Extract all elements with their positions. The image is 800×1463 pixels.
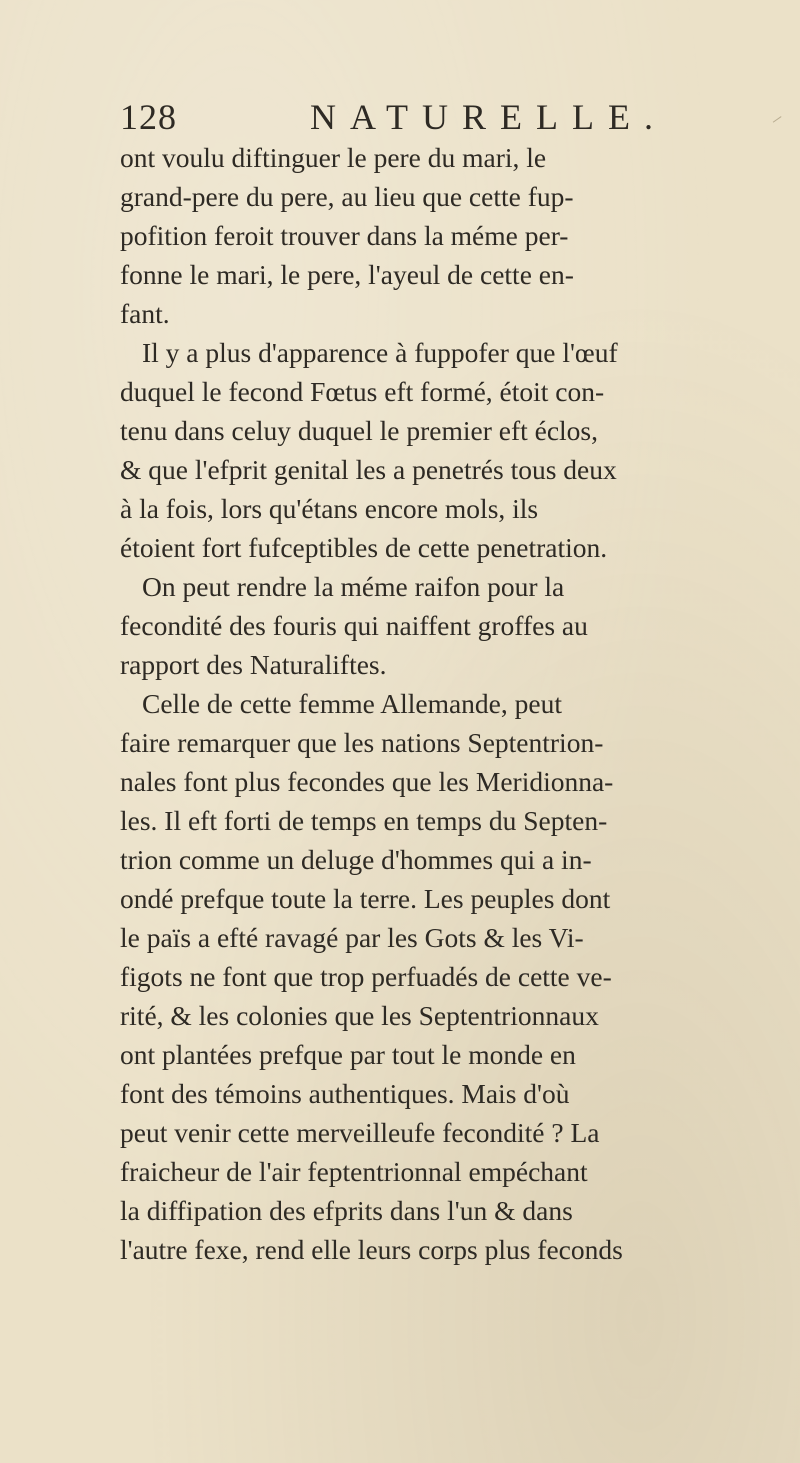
text-line: rapport des Naturaliftes. (120, 649, 387, 680)
paragraph-start-line: On peut rendre la méme raifon pour la (142, 571, 565, 602)
text-line: fant. (120, 298, 170, 329)
text-line: tenu dans celuy duquel le premier eft éclos, (120, 415, 599, 446)
text-line: ondé prefque toute la terre. Les peuples dont (120, 883, 611, 914)
text-line: étoient fort fufceptibles de cette penetration. (120, 532, 608, 563)
text-line: fraicheur de l'air feptentrionnal empéchant (120, 1156, 588, 1187)
text-line: ont voulu diftinguer le pere du mari, le (120, 142, 547, 173)
text-line: le païs a efté ravagé par les Gots & les Vi- (120, 922, 584, 953)
running-title: NATURELLE. (310, 97, 667, 137)
paragraph-start-line: Celle de cette femme Allemande, peut (142, 688, 562, 719)
text-line: fecondité des fouris qui naiffent groffes au (120, 610, 588, 641)
text-line: grand-pere du pere, au lieu que cette fup- (120, 181, 574, 212)
text-line: fonne le mari, le pere, l'ayeul de cette en- (120, 259, 574, 290)
text-line: peut venir cette merveilleufe fecondité ? La (120, 1117, 600, 1148)
text-line: rité, & les colonies que les Septentrionnaux (120, 1000, 599, 1031)
text-line: les. Il eft forti de temps en temps du Septen- (120, 805, 608, 836)
text-line: l'autre fexe, rend elle leurs corps plus feconds (120, 1234, 623, 1265)
text-line: trion comme un deluge d'hommes qui a in- (120, 844, 592, 875)
running-head (120, 96, 710, 146)
margin-mark (773, 116, 788, 131)
text-line: & que l'efprit genital les a penetrés tous deux (120, 454, 617, 485)
text-line: pofition feroit trouver dans la méme per- (120, 220, 569, 251)
text-line: font des témoins authentiques. Mais d'où (120, 1078, 570, 1109)
paragraph-start-line: Il y a plus d'apparence à fuppofer que l'œuf (142, 337, 618, 368)
page-number: 128 (120, 97, 177, 137)
text-line: figots ne font que trop perfuadés de cette ve- (120, 961, 612, 992)
text-line: la diffipation des efprits dans l'un & dans (120, 1195, 573, 1226)
text-line: faire remarquer que les nations Septentrion- (120, 727, 604, 758)
text-line: ont plantées prefque par tout le monde en (120, 1039, 576, 1070)
text-line: à la fois, lors qu'étans encore mols, ils (120, 493, 539, 524)
text-line: nales font plus fecondes que les Meridionna- (120, 766, 614, 797)
text-line: duquel le fecond Fœtus eft formé, étoit con- (120, 376, 605, 407)
